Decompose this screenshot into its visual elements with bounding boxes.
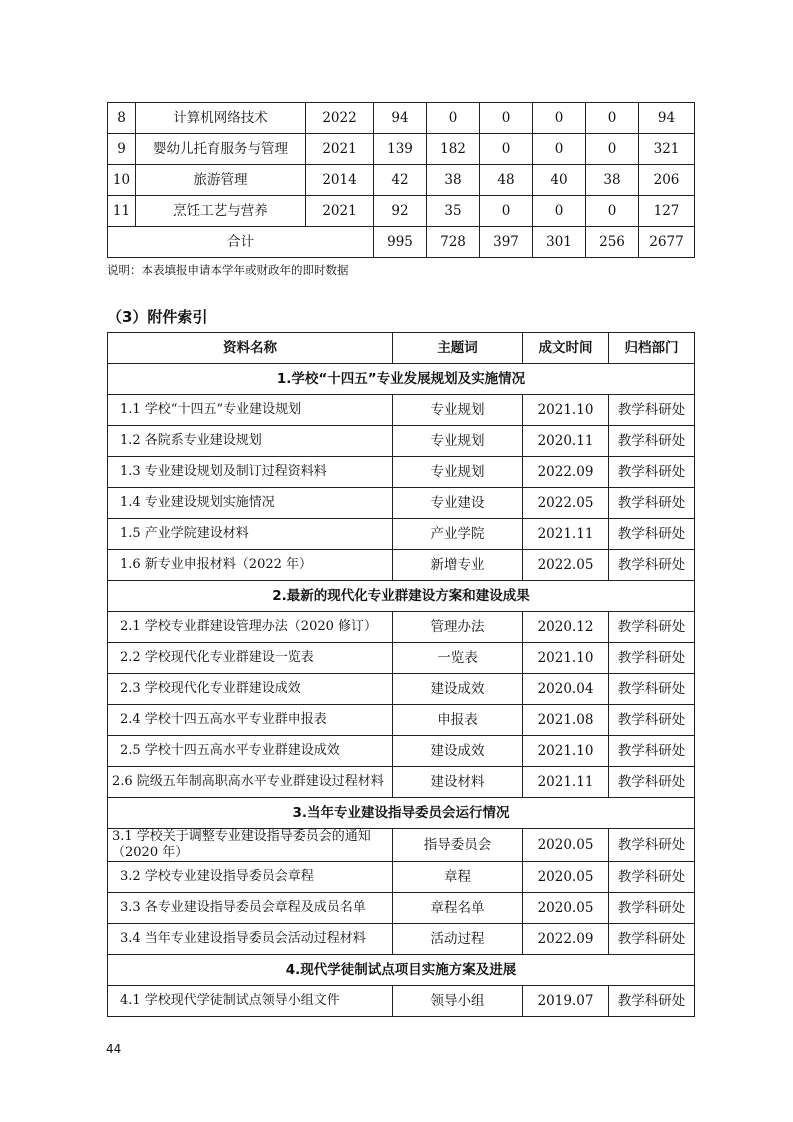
cell-year: 2022 [306,103,374,134]
date: 2021.10 [523,395,609,426]
group-title: 3.当年专业建设指导委员会运行情况 [108,798,695,829]
date: 2021.08 [523,705,609,736]
cell-v3: 48 [480,165,533,196]
department: 教学科研处 [609,705,695,736]
cell-v5: 0 [586,103,639,134]
group-header-row [108,798,695,829]
material-name: 3.4 当年专业建设指导委员会活动过程材料 [108,924,393,955]
cell-v4: 0 [533,103,586,134]
table-header-row [108,333,695,364]
keyword: 申报表 [393,705,523,736]
section-title: （3）附件索引 [107,308,208,326]
table-row [108,519,695,550]
cell-v4: 0 [533,134,586,165]
cell-v1: 139 [374,134,427,165]
keyword: 专业规划 [393,457,523,488]
table-row [108,829,695,862]
cell-total: 206 [639,165,695,196]
keyword: 专业建设 [393,488,523,519]
total-v1: 995 [374,227,427,258]
table-row [108,674,695,705]
material-name: 2.2 学校现代化专业群建设一览表 [108,643,393,674]
cell-total: 321 [639,134,695,165]
keyword: 活动过程 [393,924,523,955]
table-row [108,165,695,196]
page-number: 44 [106,1042,122,1056]
material-name: 4.1 学校现代学徒制试点领导小组文件 [108,986,393,1017]
material-name: 1.5 产业学院建设材料 [108,519,393,550]
department: 教学科研处 [609,862,695,893]
date: 2021.11 [523,519,609,550]
cell-total: 94 [639,103,695,134]
total-v4: 301 [533,227,586,258]
material-name: 1.2 各院系专业建设规划 [108,426,393,457]
date: 2022.09 [523,924,609,955]
keyword: 管理办法 [393,612,523,643]
keyword: 指导委员会 [393,829,523,862]
total-v3: 397 [480,227,533,258]
keyword: 建设成效 [393,674,523,705]
department: 教学科研处 [609,643,695,674]
cell-no: 10 [108,165,136,196]
department: 教学科研处 [609,829,695,862]
department: 教学科研处 [609,736,695,767]
material-name: 2.1 学校专业群建设管理办法（2020 修订） [108,612,393,643]
table-row [108,643,695,674]
department: 教学科研处 [609,426,695,457]
table-row [108,196,695,227]
cell-v5: 38 [586,165,639,196]
date: 2020.12 [523,612,609,643]
cell-no: 9 [108,134,136,165]
department: 教学科研处 [609,612,695,643]
date: 2022.05 [523,550,609,581]
cell-total: 127 [639,196,695,227]
material-name: 2.6 院级五年制高职高水平专业群建设过程材料 [108,767,393,798]
date: 2020.05 [523,829,609,862]
table-row [108,736,695,767]
group-title: 2.最新的现代化专业群建设方案和建设成果 [108,581,695,612]
department: 教学科研处 [609,924,695,955]
department: 教学科研处 [609,395,695,426]
date: 2020.05 [523,862,609,893]
cell-v2: 35 [427,196,480,227]
table-row [108,426,695,457]
cell-v3: 0 [480,196,533,227]
cell-v4: 40 [533,165,586,196]
material-name: 2.5 学校十四五高水平专业群建设成效 [108,736,393,767]
header-material-name: 资料名称 [108,333,393,364]
table-row [108,395,695,426]
cell-no: 11 [108,196,136,227]
keyword: 新增专业 [393,550,523,581]
table-row [108,705,695,736]
table-row [108,134,695,165]
date: 2020.11 [523,426,609,457]
header-department: 归档部门 [609,333,695,364]
material-name: 3.2 学校专业建设指导委员会章程 [108,862,393,893]
total-label: 合计 [108,227,374,258]
header-date: 成文时间 [523,333,609,364]
cell-v5: 0 [586,134,639,165]
group-title: 4.现代学徒制试点项目实施方案及进展 [108,955,695,986]
material-name: 3.1 学校关于调整专业建设指导委员会的通知（2020 年） [108,829,393,862]
date: 2020.04 [523,674,609,705]
material-name: 1.3 专业建设规划及制订过程资料料 [108,457,393,488]
cell-v1: 94 [374,103,427,134]
total-total: 2677 [639,227,695,258]
keyword: 章程 [393,862,523,893]
group-header-row [108,364,695,395]
material-name: 1.1 学校“十四五”专业建设规划 [108,395,393,426]
group-header-row [108,955,695,986]
date: 2019.07 [523,986,609,1017]
department: 教学科研处 [609,674,695,705]
cell-v5: 0 [586,196,639,227]
keyword: 专业规划 [393,395,523,426]
group-header-row [108,581,695,612]
material-name: 2.3 学校现代化专业群建设成效 [108,674,393,705]
enrollment-table [107,102,695,258]
material-name: 2.4 学校十四五高水平专业群申报表 [108,705,393,736]
material-name: 1.4 专业建设规划实施情况 [108,488,393,519]
group-title: 1.学校“十四五”专业发展规划及实施情况 [108,364,695,395]
cell-year: 2014 [306,165,374,196]
table-note: 说明：本表填报申请本学年或财政年的即时数据 [107,263,349,277]
cell-v3: 0 [480,134,533,165]
department: 教学科研处 [609,457,695,488]
total-v2: 728 [427,227,480,258]
cell-name: 烹饪工艺与营养 [136,196,306,227]
cell-v1: 92 [374,196,427,227]
date: 2020.05 [523,893,609,924]
date: 2021.11 [523,767,609,798]
date: 2022.09 [523,457,609,488]
keyword: 一览表 [393,643,523,674]
material-name: 3.3 各专业建设指导委员会章程及成员名单 [108,893,393,924]
keyword: 章程名单 [393,893,523,924]
header-keyword: 主题词 [393,333,523,364]
cell-name: 计算机网络技术 [136,103,306,134]
cell-v2: 182 [427,134,480,165]
cell-year: 2021 [306,134,374,165]
date: 2021.10 [523,736,609,767]
keyword: 产业学院 [393,519,523,550]
cell-year: 2021 [306,196,374,227]
cell-v2: 0 [427,103,480,134]
table-row [108,924,695,955]
table-row [108,767,695,798]
date: 2021.10 [523,643,609,674]
total-row [108,227,695,258]
cell-no: 8 [108,103,136,134]
department: 教学科研处 [609,893,695,924]
attachment-index-table [107,332,695,1017]
table-row [108,986,695,1017]
cell-name: 婴幼儿托育服务与管理 [136,134,306,165]
keyword: 领导小组 [393,986,523,1017]
department: 教学科研处 [609,986,695,1017]
cell-v1: 42 [374,165,427,196]
cell-name: 旅游管理 [136,165,306,196]
department: 教学科研处 [609,550,695,581]
total-v5: 256 [586,227,639,258]
table-row [108,457,695,488]
table-row [108,550,695,581]
table-row [108,488,695,519]
cell-v2: 38 [427,165,480,196]
material-name: 1.6 新专业申报材料（2022 年） [108,550,393,581]
cell-v4: 0 [533,196,586,227]
keyword: 专业规划 [393,426,523,457]
department: 教学科研处 [609,488,695,519]
keyword: 建设材料 [393,767,523,798]
table-row [108,893,695,924]
department: 教学科研处 [609,519,695,550]
keyword: 建设成效 [393,736,523,767]
table-row [108,612,695,643]
cell-v3: 0 [480,103,533,134]
table-row [108,103,695,134]
table-row [108,862,695,893]
department: 教学科研处 [609,767,695,798]
date: 2022.05 [523,488,609,519]
